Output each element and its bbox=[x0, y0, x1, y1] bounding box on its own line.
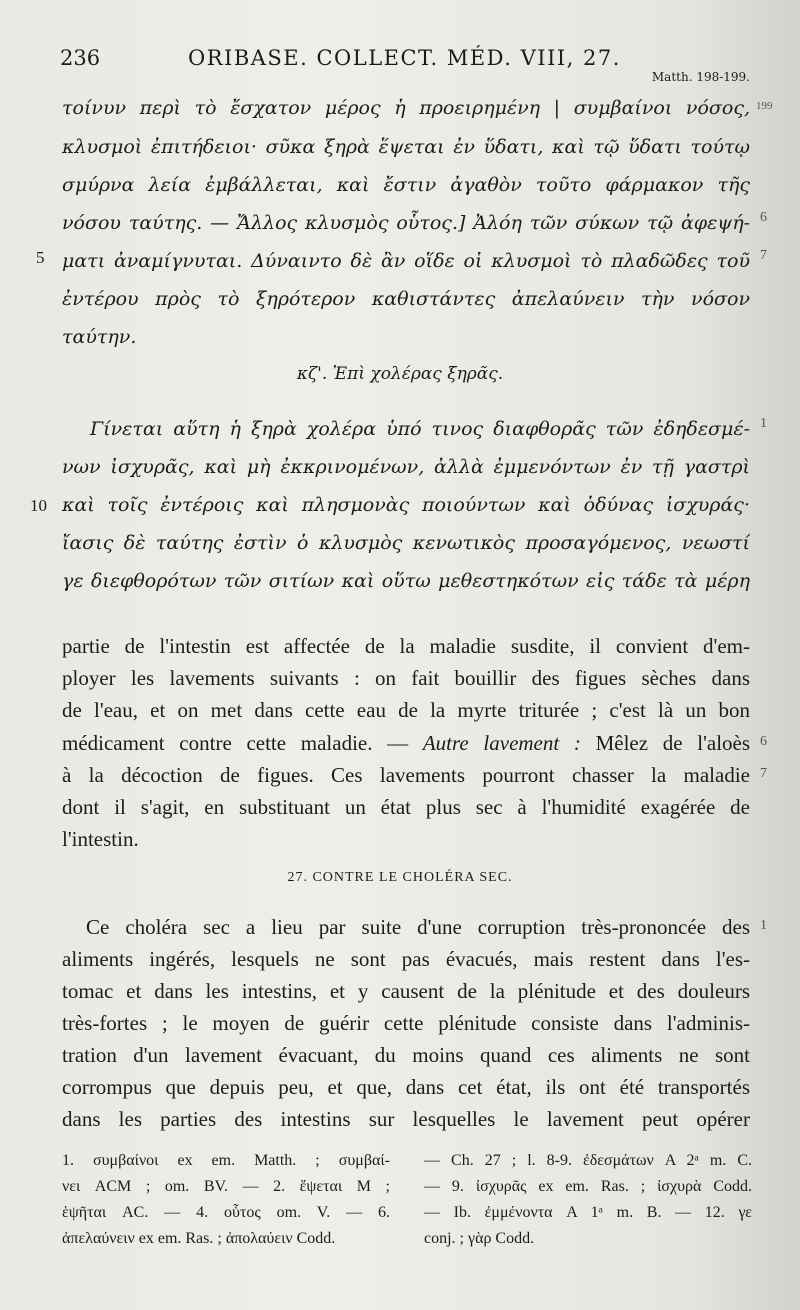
page-header bbox=[60, 46, 750, 86]
french-line: ployer les lavements suivants : on fait bouillir des figues sèches dans bbox=[62, 666, 750, 690]
french-line: partie de l'intestin est affectée de la maladie susdite, il convient d'em- bbox=[62, 634, 750, 658]
footnote-line: — 9. ἰσχυρᾶς ex em. Ras. ; ἰσχυρὰ Codd. bbox=[424, 1178, 752, 1195]
french-chapter-heading: 27. CONTRE LE CHOLÉRA SEC. bbox=[287, 870, 513, 885]
margin-number: 6 bbox=[760, 734, 767, 749]
french-line: dans les parties des intestins sur lesquelles le lavement peut opérer bbox=[62, 1107, 750, 1131]
margin-number: 1 bbox=[760, 416, 767, 431]
greek-line: γε διεφθορότων τῶν σιτίων καὶ οὕτω μεθεστηκότων εἰς τάδε τὰ μέρη bbox=[62, 570, 750, 592]
greek-line: ματι ἀναμίγνυται. Δύναιντο δὲ ἂν οἵδε οἱ κλυσμοὶ τὸ πλαδῶδες τοῦ bbox=[62, 250, 750, 272]
footnotes-right-column bbox=[424, 1148, 752, 1252]
line-number: 5 bbox=[36, 248, 45, 267]
french-line: à la décoction de figues. Ces lavements pourront chasser la maladie bbox=[62, 763, 750, 787]
margin-number: 7 bbox=[760, 248, 767, 263]
greek-line: νων ἰσχυρᾶς, καὶ μὴ ἐκκρινομένων, ἀλλὰ ἐμμενόντων ἐν τῇ γαστρὶ bbox=[62, 456, 750, 478]
french-text: médicament contre cette maladie. — bbox=[62, 731, 409, 755]
greek-line: σμύρνα λεία ἐμβάλλεται, καὶ ἔστιν ἀγαθὸν τοῦτο φάρμακον τῆς bbox=[62, 174, 750, 196]
footnote-line: 1. συμβαίνοι ex em. Matth. ; συμβαί- bbox=[62, 1152, 390, 1169]
french-line: tomac et dans les intestins, et y causent de la plénitude et des douleurs bbox=[62, 979, 750, 1003]
footnote-line: conj. ; γὰρ Codd. bbox=[424, 1230, 535, 1247]
greek-line: Γίνεται αὕτη ἡ ξηρὰ χολέρα ὑπό τινος διαφθορᾶς τῶν ἐδηδεσμέ- bbox=[90, 418, 750, 440]
margin-number: 1 bbox=[760, 918, 767, 933]
french-line: corrompus que depuis peu, et que, dans cet état, ils ont été transportés bbox=[62, 1075, 750, 1099]
greek-line: ἐντέρου πρὸς τὸ ξηρότερον καθιστάντες ἀπελαύνειν τὴν νόσον bbox=[62, 288, 750, 310]
french-emphasis: Autre lavement : bbox=[422, 731, 581, 755]
footnote-line: — Ch. 27 ; l. 8-9. ἐδεσμάτων A 2ᵃ m. C. bbox=[424, 1152, 752, 1169]
greek-line: ταύτην. bbox=[62, 326, 137, 348]
greek-line: τοίνυν περὶ τὸ ἔσχατον μέρος ἡ προειρημένη | συμβαίνοι νόσος, bbox=[62, 97, 750, 119]
margin-number: 6 bbox=[760, 210, 767, 225]
page-reference: Matth. 198-199. bbox=[651, 70, 750, 84]
greek-line: κλυσμοὶ ἐπιτήδειοι· σῦκα ξηρὰ ἕψεται ἐν ὕδατι, καὶ τῷ ὕδατι τούτῳ bbox=[62, 136, 750, 158]
french-line: dont il s'agit, en substituant un état plus sec à l'humidité exagérée de bbox=[62, 795, 750, 819]
margin-number: 7 bbox=[760, 766, 767, 781]
footnote-line: — Ib. ἐμμένοντα A 1ᵃ m. B. — 12. γε bbox=[424, 1204, 752, 1221]
french-line: aliments ingérés, lesquels ne sont pas évacués, mais restent dans l'es- bbox=[62, 947, 750, 971]
page-number: 236 bbox=[60, 46, 101, 70]
greek-line: καὶ τοῖς ἐντέροις καὶ πλησμονὰς ποιούντων καὶ ὀδύνας ἰσχυράς· bbox=[62, 494, 750, 516]
footnote-line: ἀπελαύνειν ex em. Ras. ; ἀπολαύειν Codd. bbox=[62, 1230, 336, 1247]
footnote-line: ἑψῆται AC. — 4. οὗτος om. V. — 6. bbox=[62, 1204, 390, 1221]
footnotes-left-column bbox=[62, 1148, 390, 1252]
greek-chapter-heading: κζ'. Ἐπὶ χολέρας ξηρᾶς. bbox=[296, 364, 504, 384]
french-line: de l'eau, et on met dans cette eau de la myrte triturée ; c'est là un bon bbox=[62, 698, 750, 722]
french-text: Mêlez de l'aloès bbox=[595, 731, 751, 755]
french-line: l'intestin. bbox=[62, 827, 139, 851]
footnote-line: νει ACM ; om. BV. — 2. ἕψεται M ; bbox=[62, 1178, 390, 1195]
line-number: 10 bbox=[30, 496, 47, 515]
french-line: tration d'un lavement évacuant, du moins quand ces aliments ne sont bbox=[62, 1043, 750, 1067]
greek-line: νόσου ταύτης. — Ἄλλος κλυσμὸς οὗτος.] Ἀλόη τῶν σύκων τῷ ἀφεψή- bbox=[62, 212, 750, 234]
greek-line: ἴασις δὲ ταύτης ἐστὶν ὁ κλυσμὸς κενωτικὸς προσαγόμενος, νεωστί bbox=[62, 532, 750, 554]
margin-number: 199 bbox=[756, 100, 773, 112]
french-line-with-emphasis bbox=[62, 730, 750, 756]
running-title: ORIBASE. COLLECT. MÉD. VIII, 27. bbox=[188, 46, 621, 70]
french-line: très-fortes ; le moyen de guérir cette plénitude consiste dans l'adminis- bbox=[62, 1011, 750, 1035]
french-line: Ce choléra sec a lieu par suite d'une corruption très-prononcée des bbox=[86, 915, 750, 939]
